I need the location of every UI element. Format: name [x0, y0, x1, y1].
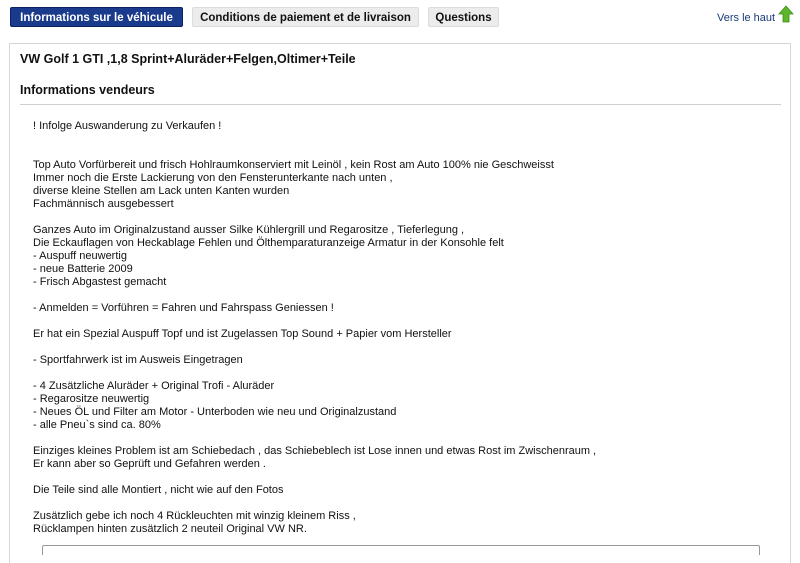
back-to-top-link[interactable]: Vers le haut [717, 12, 776, 24]
description-line: diverse kleine Stellen am Lack unten Kanten wurden [33, 185, 290, 197]
tab-payment-delivery[interactable]: Conditions de paiement et de livraison [192, 7, 419, 27]
seller-description [33, 120, 773, 536]
description-line: Die Teile sind alle Montiert , nicht wie auf den Fotos [33, 484, 284, 496]
description-line: Top Auto Vorfürbereit und frisch Hohlraumkonserviert mit Leinöl , kein Rost am Auto 100% nie Geschweisst [33, 159, 554, 171]
description-line: - Neues ÖL und Filter am Motor - Unterboden wie neu und Originalzustand [33, 406, 397, 418]
description-line [33, 315, 773, 328]
tab-bar [0, 0, 800, 38]
description-line: - neue Batterie 2009 [33, 263, 133, 275]
description-line: - alle Pneu`s sind ca. 80% [33, 419, 161, 431]
description-line: Zusätzlich gebe ich noch 4 Rückleuchten mit winzig kleinem Riss , [33, 510, 356, 522]
up-arrow-icon[interactable] [778, 5, 794, 23]
description-line [33, 211, 773, 224]
description-line: Die Eckauflagen von Heckablage Fehlen und Ölthemparaturanzeige Armatur in der Konsohle felt [33, 237, 504, 249]
seller-info-heading: Informations vendeurs [20, 83, 155, 97]
description-line [33, 497, 773, 510]
tab-vehicle-info[interactable]: Informations sur le véhicule [10, 7, 183, 27]
description-line [33, 146, 773, 159]
description-line: - Sportfahrwerk ist im Ausweis Eingetragen [33, 354, 243, 366]
description-line: ! Infolge Auswanderung zu Verkaufen ! [33, 120, 222, 132]
description-line: - Anmelden = Vorführen = Fahren und Fahrspass Geniessen ! [33, 302, 334, 314]
description-line [33, 471, 773, 484]
description-line: Immer noch die Erste Lackierung von den Fensterunterkante nach unten , [33, 172, 393, 184]
description-line [33, 367, 773, 380]
description-line [33, 289, 773, 302]
description-line: - Frisch Abgastest gemacht [33, 276, 167, 288]
description-line [33, 432, 773, 445]
description-line: Er hat ein Spezial Auspuff Topf und ist Zugelassen Top Sound + Papier vom Hersteller [33, 328, 452, 340]
description-line: - Regarositze neuwertig [33, 393, 150, 405]
tab-questions[interactable]: Questions [428, 7, 499, 27]
description-line: Einziges kleines Problem ist am Schiebedach , das Schiebeblech ist Lose innen und etwas Rost im Zwischenraum , [33, 445, 597, 457]
vehicle-title: VW Golf 1 GTI ,1,8 Sprint+Aluräder+Felgen,Oltimer+Teile [20, 52, 356, 66]
next-panel-edge [42, 545, 760, 555]
description-line: Rücklampen hinten zusätzlich 2 neuteil Original VW NR. [33, 523, 307, 535]
description-line [33, 133, 773, 146]
description-line: - Auspuff neuwertig [33, 250, 127, 262]
description-line: Er kann aber so Geprüft und Gefahren werden . [33, 458, 266, 470]
description-line: - 4 Zusätzliche Aluräder + Original Trofi - Aluräder [33, 380, 275, 392]
section-divider [20, 104, 781, 105]
description-line: Fachmännisch ausgebessert [33, 198, 174, 210]
description-line: Ganzes Auto im Originalzustand ausser Silke Kühlergrill und Regarositze , Tieferlegung , [33, 224, 465, 236]
description-line [33, 341, 773, 354]
